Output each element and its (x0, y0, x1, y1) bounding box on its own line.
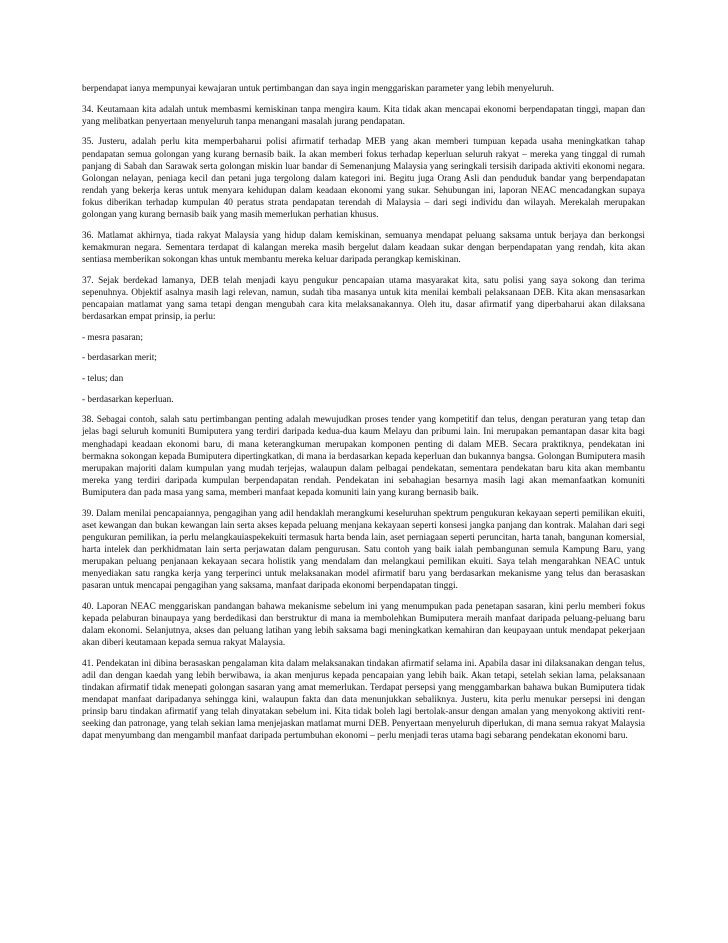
list-item: - telus; dan (82, 373, 124, 384)
paragraph-40: 40. Laporan NEAC menggariskan pandangan bahawa mekanisme sebelum ini yang menumpukan pada penetapan sasaran, kini perlu memberi fokus kepada pelaburan binaupaya yang berdedikasi dan berstruktur di mana ia membolehkan Bumiputera meraih manfaat daripada peluang-peluang baru dalam ekonomi. Selanjutnya, akses dan peluang latihan yang lebih saksama bagi meningkatkan kemahiran dan keupayaan untuk mendapat pekerjaan akan diberi keutamaan kepada semua rakyat Malaysia. (82, 601, 645, 649)
document-page (82, 83, 645, 751)
paragraph-36: 36. Matlamat akhirnya, tiada rakyat Malaysia yang hidup dalam kemiskinan, semuanya mendapat peluang saksama untuk berjaya dan berkongsi kemakmuran negara. Sementara terdapat di kalangan mereka masih bergelut dalam keadaan sukar dengan berpendapatan yang rendah, kita akan sentiasa memberikan sokongan khas untuk membantu mereka keluar daripada perangkap kemiskinan. (82, 230, 645, 265)
list-item: - mesra pasaran; (82, 332, 143, 343)
list-item: - berdasarkan merit; (82, 353, 157, 364)
list-item: - berdasarkan keperluan. (82, 394, 174, 405)
paragraph-38: 38. Sebagai contoh, salah satu pertimbangan penting adalah mewujudkan proses tender yang kompetitif dan telus, dengan peraturan yang tetap dan jelas bagi seluruh komuniti Bumiputera yang terdiri daripada kedua-dua kaum Melayu dan pribumi lain. Ini merupakan pemantapan dasar kita bagi menghadapi keadaan ekonomi baru, di mana keterangkuman merupakan komponen penting di dalam MEB. Secara praktiknya, pendekatan ini bermakna sokongan kepada Bumiputera dipertingkatkan, di mana ia berdasarkan kepada keperluan dan bukannya bangsa. Golongan Bumiputera masih merupakan majoriti dalam kumpulan yang mudah terjejas, walaupun dalam pelbagai pendekatan, sementara pendekatan baru kita akan membantu mereka yang terdiri daripada kumpulan berpendapatan rendah. Pendekatan ini sebahagian besarnya masih lagi akan memanfaatkan komuniti Bumiputera dan pada masa yang sama, memberi manfaat kepada komuniti lain yang kurang bernasib baik. (82, 415, 645, 498)
paragraph-intro: berpendapat ianya mempunyai kewajaran untuk pertimbangan dan saya ingin menggariskan parameter yang lebih menyeluruh. (82, 84, 554, 94)
paragraph-34: 34. Keutamaan kita adalah untuk membasmi kemiskinan tanpa mengira kaum. Kita tidak akan mencapai ekonomi berpendapatan tinggi, mapan dan yang melibatkan penyertaan menyeluruh tanpa menangani masalah jurang pendapatan. (82, 104, 645, 127)
paragraph-35: 35. Justeru, adalah perlu kita memperbaharui polisi afirmatif terhadap MEB yang akan memberi tumpuan kepada usaha meningkatkan tahap pendapatan semua golongan yang kurang bernasib baik. Ia akan memberi fokus terhadap keperluan seluruh rakyat – mereka yang tinggal di rumah panjang di Sabah dan Sarawak serta golongan miskin luar bandar di Semenanjung Malaysia yang seringkali tersisih daripada aktiviti ekonomi negara. Golongan nelayan, peniaga kecil dan petani juga tergolong dalam kategori ini. Begitu juga Orang Asli dan penduduk bandar yang berpendapatan rendah yang bekerja keras untuk menyara kehidupan dalam keadaan ekonomi yang sukar. Sehubungan ini, laporan NEAC mencadangkan supaya fokus diberikan terhadap kumpulan 40 peratus strata pendapatan terendah di Malaysia – dari segi individu dan wilayah. Merekalah merupakan golongan yang kurang bernasib baik yang masih memerlukan perhatian khusus. (82, 137, 645, 221)
paragraph-37: 37. Sejak berdekad lamanya, DEB telah menjadi kayu pengukur pencapaian utama masyarakat kita, satu polisi yang saya sokong dan terima sepenuhnya. Objektif asalnya masih lagi relevan, namun, sudah tiba masanya untuk kita menilai kembali pelaksanaan DEB. Kita akan mensasarkan pencapaian matlamat yang sama tetapi dengan mengubah cara kita melaksanakannya. Oleh itu, dasar afirmatif yang diperbaharui akan dilaksana berdasarkan empat prinsip, ia perlu: (82, 275, 645, 322)
paragraph-41: 41. Pendekatan ini dibina berasaskan pengalaman kita dalam melaksanakan tindakan afirmatif selama ini. Apabila dasar ini dilaksanakan dengan telus, adil dan dengan kaedah yang lebih berwibawa, ia akan menjurus kepada pencapaian yang lebih baik. Akan tetapi, setelah sekian lama, pelaksanaan tindakan afirmatif tidak menepati golongan sasaran yang amat memerlukan. Terdapat persepsi yang menggambarkan bahawa bukan Bumiputera tidak mendapat manfaat daripadanya sehingga kini, walaupun fakta dan data menunjukkan sebaliknya. Justeru, kita perlu menukar persepsi ini dengan prinsip baru tindakan afirmatif yang telah dinyatakan sebelum ini. Kita tidak boleh lagi bertolak-ansur dengan amalan yang menyokong aktiviti rent-seeking dan patronage, yang telah sekian lama menjejaskan matlamat murni DEB. Penyertaan menyeluruh diperlukan, di mana semua rakyat Malaysia dapat menyumbang dan mengambil manfaat daripada pertumbuhan ekonomi – perlu menjadi teras utama bagi sebarang pendekatan ekonomi baru. (82, 658, 645, 742)
paragraph-39: 39. Dalam menilai pencapaiannya, pengagihan yang adil hendaklah merangkumi keseluruhan spektrum pengukuran kekayaan seperti pemilikan ekuiti, aset kewangan dan bukan kewangan lain serta akses kepada peluang menjana kekayaan seperti konsesi jangka panjang dan kontrak. Malahan dari segi pengukuran pemilikan, ia perlu melangkauiaspekekuiti termasuk harta benda lain, aset perniagaan seperti peruncitan, harta tanah, bangunan komersial, harta intelek dan perkhidmatan lain serta perjawatan dalam pengurusan. Satu contoh yang baik ialah pembangunan semula Kampung Baru, yang merupakan peluang penjanaan kekayaan secara holistik yang mendalam dan melangkaui pemilikan ekuiti. Saya telah mengarahkan NEAC untuk menyediakan satu rangka kerja yang terperinci untuk melaksanakan model afirmatif baru yang berdasarkan mekanisme yang telus dan berasaskan pasaran untuk mencapai pengagihan yang saksama, manfaat daripada ekonomi berpendapatan tinggi. (82, 508, 645, 592)
